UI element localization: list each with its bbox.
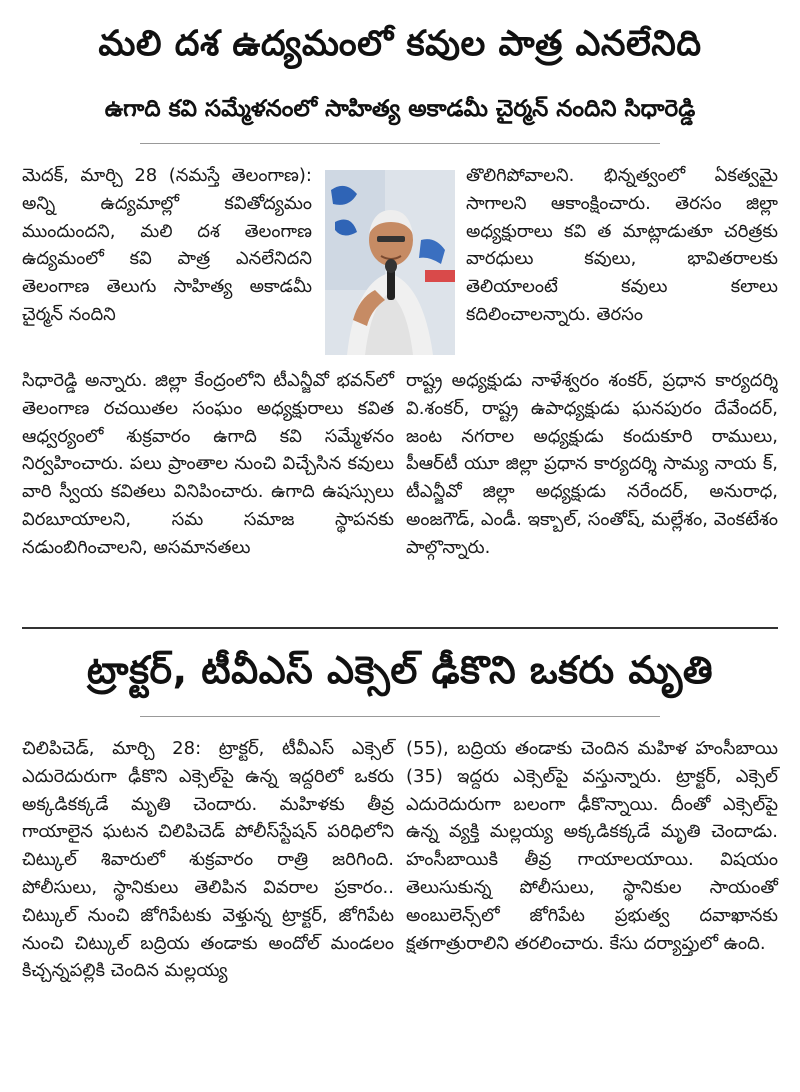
article1-col2-bottom: రాష్ట్ర అధ్యక్షుడు నాళేశ్వరం శంకర్, ప్రధాన కార్యదర్శి వి.శంకర్, రాష్ట్ర ఉపాధ్యక్షుడు ఘనపురం దేవేందర్, జంట నగరాల అధ్యక్షుడు కందుకూరి రాములు, పీఆర్‌టీ యూ జిల్లా ప్రధాన కార్యదర్శి సామ్య నాయ క్, టీఎన్జీవో జిల్లా అధ్యక్షుడు నరేందర్, అనురాధ, అంజగౌడ్, ఎండీ. ఇక్బాల్, సంతోష్, మల్లేశం, వెంకటేశం పాల్గొన్నారు. <box>406 370 778 558</box>
article-separator-rule <box>22 627 778 629</box>
article1-top-rule <box>140 143 660 144</box>
article2-col2: (55), బద్రియ తండాకు చెందిన మహిళ హంసీబాయి (35) ఇద్దరు ఎక్సెల్‌పై వస్తున్నారు. ట్రాక్టర్, ఎక్సెల్ ఎదురెదురుగా బలంగా ఢీకొన్నాయి. దీంతో ఎక్సెల్‌పై ఉన్న వ్యక్తి మల్లయ్య అక్కడికక్కడే మృతి చెందాడు. హంసీబాయికి తీవ్ర గాయాలయాయి. విషయం తెలుసుకున్న పోలీసులు, స్థానికుల సాయంతో అంబులెన్స్‌లో జోగిపేట ప్రభుత్వ దవాఖానకు క్షతగాత్రురాలిని తరలించారు. కేసు దర్యాప్తులో ఉంది. <box>406 738 778 954</box>
article1-col1-bottom: సిధారెడ్డి అన్నారు. జిల్లా కేంద్రంలోని టీఎన్జీవో భవన్‌లో తెలంగాణ రచయితల సంఘం అధ్యక్షురాలు కవిత ఆధ్వర్యంలో శుక్రవారం ఉగాది కవి సమ్మేళనం నిర్వహించారు. పలు ప్రాంతాల నుంచి విచ్చేసిన కవులు వారి స్వీయ కవితలు వినిపించారు. ఉగాది ఉషస్సులు విరబూయాలని, సమ సమాజ స్థాపనకు నడుంబిగించాలని, అసమానతలు <box>22 370 394 558</box>
article2-col1: చిలిపిచెడ్, మార్చి 28: ట్రాక్టర్, టీవీఎస్ ఎక్సెల్ ఎదురెదురుగా ఢీకొని ఎక్సెల్‌పై ఉన్న ఇద్దరిలో ఒకరు అక్కడికక్కడే మృతి చెందారు. మహిళకు తీవ్ర గాయాలైన ఘటన చిలిపిచెడ్ పోలీస్‌స్టేషన్ పరిధిలోని చిట్కుల్ శివారులో శుక్రవారం రాత్రి జరిగింది. పోలీసులు, స్థానికులు తెలిపిన వివరాల ప్రకారం.. చిట్కుల్ నుంచి జోగిపేటకు వెళ్తున్న ట్రాక్టర్, జోగిపేట నుంచి చిట్కుల్ బద్రియ తండాకు అందోల్ మండలం కిచ్చన్నపల్లికి చెందిన మల్లయ్య <box>22 738 394 982</box>
article1-subheadline: ఉగాది కవి సమ్మేళనంలో సాహిత్య అకాడమీ చైర్మన్ నందిని సిధారెడ్డి <box>104 96 696 122</box>
article1-col2-top: తొలిగిపోవాలని. భిన్నత్వంలో ఏకత్వమై సాగాలని ఆకాంక్షించారు. తెరసం జిల్లా అధ్యక్షురాలు కవి త మాట్లాడుతూ చరిత్రకు వారధులు కవులు, భావితరాలకు తెలియాలంటే కవులు కలాలు కదిలించాలన్నారు. తెరసం <box>466 165 778 325</box>
article1-headline: మలి దశ ఉద్యమంలో కవుల పాత్ర ఎనలేనిది <box>98 24 702 64</box>
speaker-photo-icon <box>325 170 455 355</box>
article2-top-rule <box>140 716 660 717</box>
article1-col1-top: మెదక్, మార్చి 28 (నమస్తే తెలంగాణ): అన్ని ఉద్యమాల్లో కవితోద్యమం ముందుందని, మలి దశ తెలంగాణ ఉద్యమంలో కవి పాత్ర ఎనలేనిదని తెలంగాణ తెలుగు సాహిత్య అకాడమీ చైర్మన్ నందిని <box>22 165 312 325</box>
article2-headline: ట్రాక్టర్, టీవీఎస్ ఎక్సెల్ ఢీకొని ఒకరు మృతి <box>86 648 714 692</box>
